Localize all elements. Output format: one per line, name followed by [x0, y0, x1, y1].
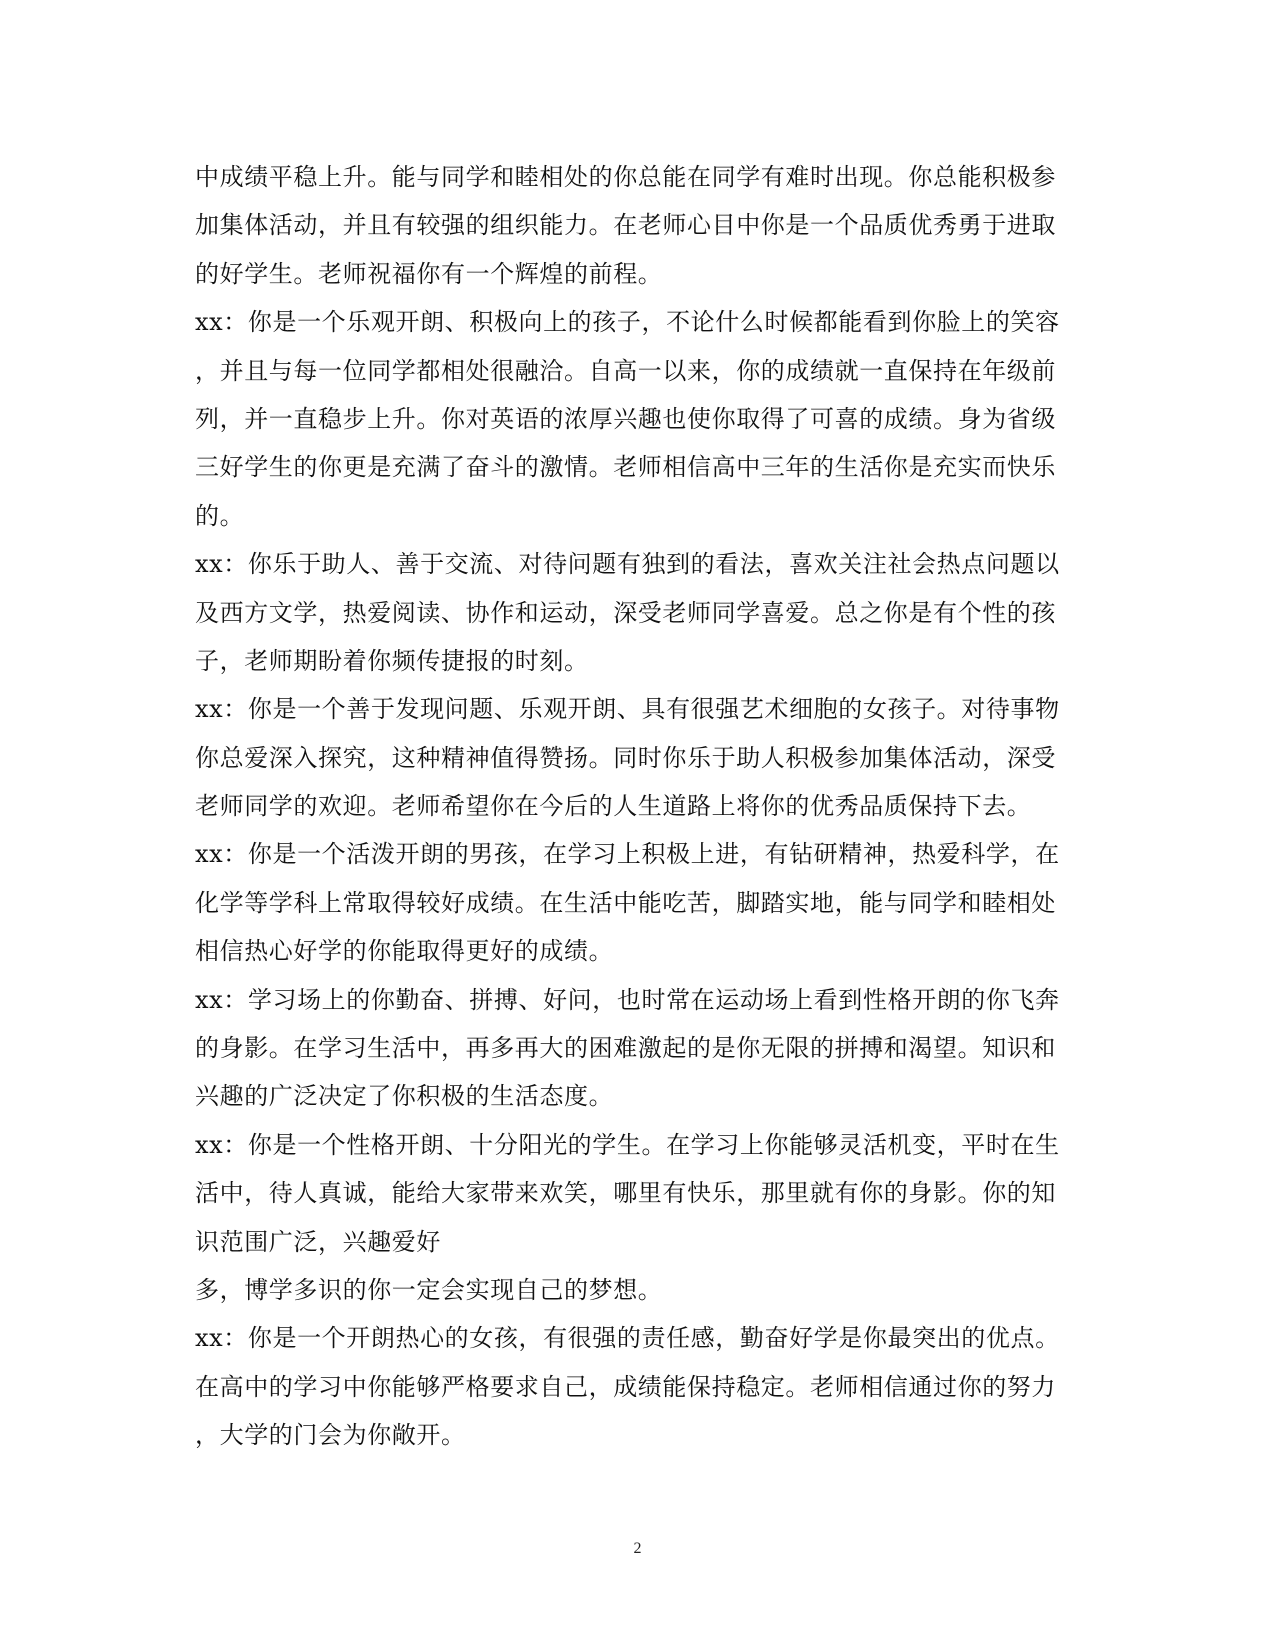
text-line: xx：你是一个乐观开朗、积极向上的孩子，不论什么时候都能看到你脸上的笑容: [195, 308, 1060, 337]
text-line: 化学等学科上常取得较好成绩。在生活中能吃苦，脚踏实地，能与同学和睦相处: [195, 888, 1056, 917]
text-line: xx：你是一个善于发现问题、乐观开朗、具有很强艺术细胞的女孩子。对待事物: [195, 695, 1060, 724]
text-line: 的。: [195, 501, 245, 530]
text-line: 加集体活动，并且有较强的组织能力。在老师心目中你是一个品质优秀勇于进取: [195, 211, 1056, 240]
text-line: ，大学的门会为你敞开。: [195, 1421, 466, 1450]
text-line: 老师同学的欢迎。老师希望你在今后的人生道路上将你的优秀品质保持下去。: [195, 792, 1032, 821]
text-line: 列，并一直稳步上升。你对英语的浓厚兴趣也使你取得了可喜的成绩。身为省级: [195, 404, 1056, 433]
text-line: xx：你是一个开朗热心的女孩，有很强的责任感，勤奋好学是你最突出的优点。: [195, 1324, 1060, 1353]
text-line: xx：你是一个活泼开朗的男孩，在学习上积极上进，有钻研精神，热爱科学，在: [195, 840, 1060, 869]
text-line: 的好学生。老师祝福你有一个辉煌的前程。: [195, 259, 663, 288]
text-line: 活中，待人真诚，能给大家带来欢笑，哪里有快乐，那里就有你的身影。你的知: [195, 1179, 1056, 1208]
text-line: 多，博学多识的你一定会实现自己的梦想。: [195, 1275, 663, 1304]
text-line: 中成绩平稳上升。能与同学和睦相处的你总能在同学有难时出现。你总能积极参: [195, 163, 1056, 191]
text-line: 及西方文学，热爱阅读、协作和运动，深受老师同学喜爱。总之你是有个性的孩: [195, 598, 1056, 627]
text-line: ，并且与每一位同学都相处很融洽。自高一以来，你的成绩就一直保持在年级前: [195, 356, 1056, 385]
text-line: xx：你乐于助人、善于交流、对待问题有独到的看法，喜欢关注社会热点问题以: [195, 550, 1060, 579]
document-body: [195, 153, 1080, 1460]
text-line: 相信热心好学的你能取得更好的成绩。: [195, 937, 614, 966]
text-line: xx：学习场上的你勤奋、拼搏、好问，也时常在运动场上看到性格开朗的你飞奔: [195, 985, 1060, 1014]
text-line: 子，老师期盼着你频传捷报的时刻。: [195, 646, 589, 675]
text-line: 三好学生的你更是充满了奋斗的激情。老师相信高中三年的生活你是充实而快乐: [195, 453, 1056, 482]
text-line: xx：你是一个性格开朗、十分阳光的学生。在学习上你能够灵活机变，平时在生: [195, 1130, 1060, 1159]
text-line: 你总爱深入探究，这种精神值得赞扬。同时你乐于助人积极参加集体活动，深受: [195, 743, 1056, 772]
text-line: 在高中的学习中你能够严格要求自己，成绩能保持稳定。老师相信通过你的努力: [195, 1372, 1056, 1401]
page-number: 2: [633, 1540, 642, 1557]
text-line: 兴趣的广泛决定了你积极的生活态度。: [195, 1082, 614, 1111]
text-line: 识范围广泛，兴趣爱好: [195, 1227, 441, 1256]
text-line: 的身影。在学习生活中，再多再大的困难激起的是你无限的拼搏和渴望。知识和: [195, 1034, 1056, 1063]
